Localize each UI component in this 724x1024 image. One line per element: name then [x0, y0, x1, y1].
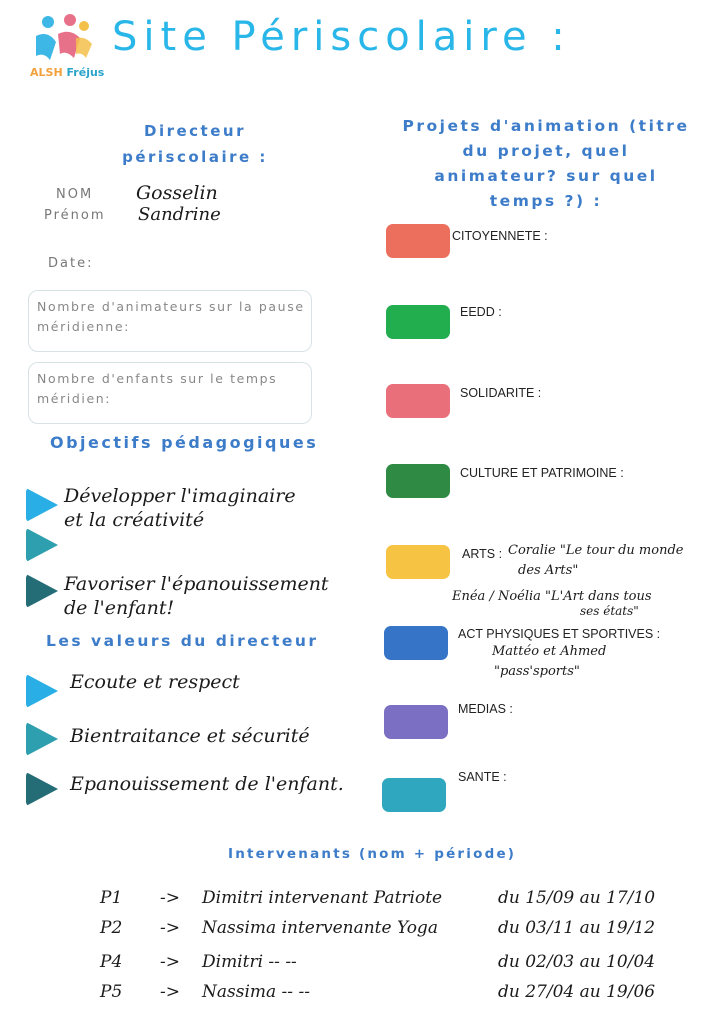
sport-swatch — [384, 626, 448, 660]
arts-note: Enéa / Noélia "L'Art dans tous — [452, 589, 652, 604]
sport-note: Mattéo et Ahmed — [492, 644, 607, 659]
solidarite-swatch — [386, 384, 450, 418]
culture-label: CULTURE ET PATRIMOINE : — [460, 466, 624, 480]
valeur-item: Bientraitance et sécurité — [70, 725, 310, 747]
triangle-bullet-icon — [26, 574, 58, 608]
objectif-item: Développer l'imaginaire et la créativité — [64, 485, 296, 531]
valeurs-heading: Les valeurs du directeur — [46, 632, 319, 650]
intervenants-heading: Intervenants (nom + période) — [228, 846, 517, 862]
directeur-heading: Directeur périscolaire : — [122, 122, 268, 166]
objectifs-heading: Objectifs pédagogiques — [50, 433, 319, 452]
animateurs-count-label: Nombre d'animateurs sur la pause méridienne: — [37, 299, 305, 334]
nom-value: Gosselin — [136, 182, 218, 204]
triangle-bullet-icon — [26, 722, 58, 756]
sante-swatch — [382, 778, 446, 812]
intervenant-row: P4 -> Dimitri -- -- du 02/03 au 10/04 — [100, 952, 656, 972]
valeur-item: Epanouissement de l'enfant. — [70, 773, 344, 795]
intervenant-row: P5 -> Nassima -- -- du 27/04 au 19/06 — [100, 982, 656, 1002]
projets-heading: Projets d'animation (titre du projet, quel animateur? sur quel temps ?) : — [402, 117, 690, 210]
sport-note: "pass'sports" — [494, 664, 580, 679]
sante-label: SANTE : — [458, 770, 507, 784]
triangle-bullet-icon — [26, 674, 58, 708]
valeur-item: Ecoute et respect — [70, 671, 240, 693]
intervenant-row: P1 -> Dimitri intervenant Patriote du 15/09 au 17/10 — [100, 888, 656, 908]
arts-label: ARTS : — [462, 547, 503, 561]
citoyennete-swatch — [386, 224, 450, 258]
triangle-bullet-icon — [26, 772, 58, 806]
intervenant-row: P2 -> Nassima intervenante Yoga du 03/11 au 19/12 — [100, 918, 656, 938]
triangle-bullet-icon — [26, 488, 58, 522]
eedd-swatch — [386, 305, 450, 339]
medias-label: MEDIAS : — [458, 702, 513, 716]
date-label: Date: — [48, 256, 94, 271]
solidarite-label: SOLIDARITE : — [460, 386, 542, 400]
sport-label: ACT PHYSIQUES ET SPORTIVES : — [458, 627, 661, 641]
prenom-value: Sandrine — [138, 204, 221, 225]
objectif-item: Favoriser l'épanouissement de l'enfant! — [64, 573, 329, 619]
medias-swatch — [384, 705, 448, 739]
triangle-bullet-icon — [26, 528, 58, 562]
culture-swatch — [386, 464, 450, 498]
logo-text: ALSH Fréjus — [30, 66, 105, 79]
arts-note: des Arts" — [518, 563, 579, 578]
enfants-count-label: Nombre d'enfants sur le temps méridien: — [37, 371, 278, 406]
arts-note: ses états" — [580, 604, 639, 618]
animateurs-count-field[interactable] — [28, 290, 312, 352]
nom-label: NOM — [56, 187, 94, 202]
citoyennete-label: CITOYENNETE : — [452, 229, 548, 243]
arts-swatch — [386, 545, 450, 579]
enfants-count-field[interactable] — [28, 362, 312, 424]
page-title: Site Périscolaire : — [112, 14, 571, 60]
arts-note: Coralie "Le tour du monde — [508, 543, 684, 558]
eedd-label: EEDD : — [460, 305, 502, 319]
prenom-label: Prénom — [44, 208, 106, 223]
